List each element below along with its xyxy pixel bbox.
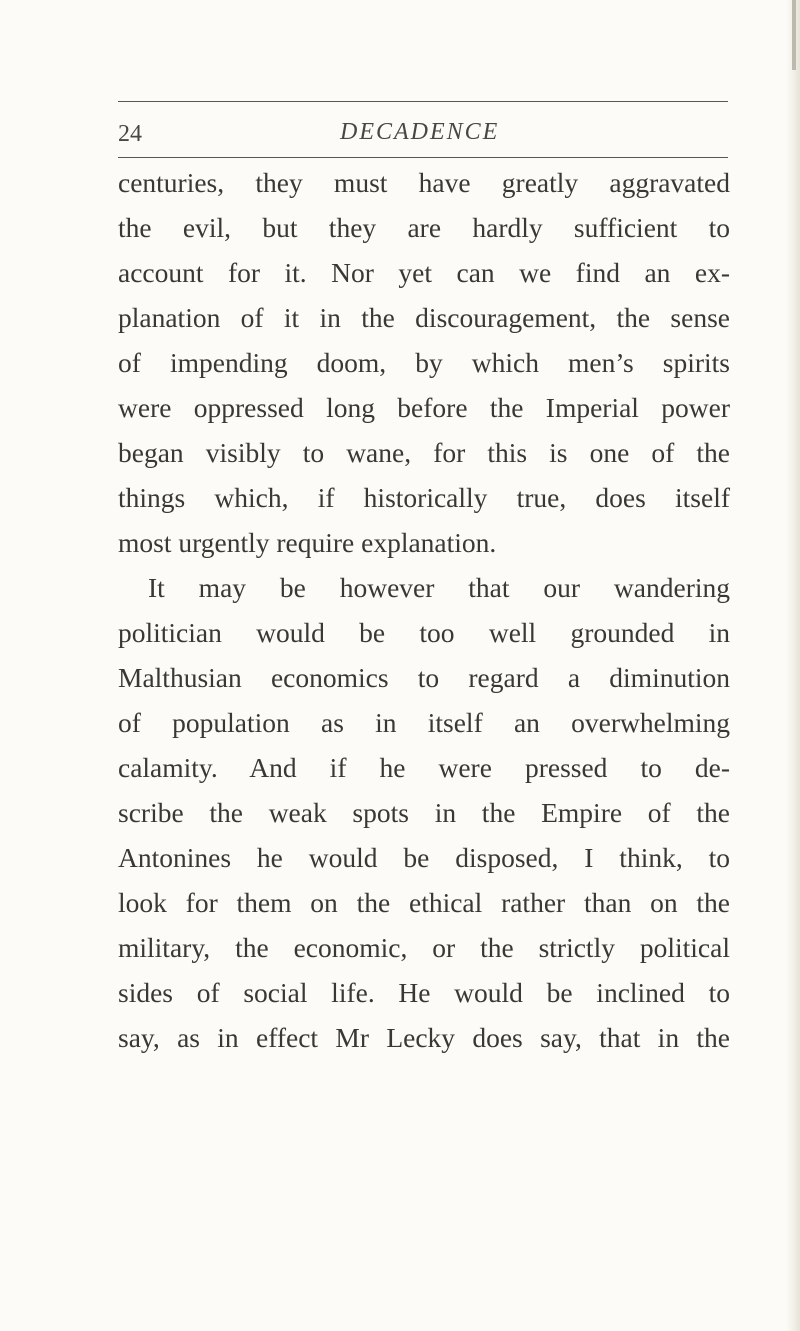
- text-line: scribe the weak spots in the Empire of the: [118, 797, 730, 828]
- text-line: things which, if historically true, does itself: [118, 482, 730, 513]
- body-text: [118, 160, 730, 1060]
- page-edge: [786, 0, 800, 1331]
- text-line: It may be however that our wandering: [148, 572, 730, 603]
- text-line: of population as in itself an overwhelming: [118, 707, 730, 738]
- header-rule-bottom: [118, 157, 728, 158]
- page-edge-mark: [792, 0, 796, 70]
- page-number: 24: [118, 121, 142, 147]
- text-line: the evil, but they are hardly sufficient to: [118, 212, 730, 243]
- text-line: sides of social life. He would be inclined to: [118, 977, 730, 1008]
- text-line: most urgently require explanation.: [118, 527, 497, 558]
- text-line: of impending doom, by which men’s spirits: [118, 347, 730, 378]
- text-line: Malthusian economics to regard a diminution: [118, 662, 730, 693]
- text-line: say, as in effect Mr Lecky does say, that in the: [118, 1022, 730, 1053]
- running-head: DECADENCE: [340, 119, 500, 145]
- text-line: began visibly to wane, for this is one of the: [118, 437, 730, 468]
- header-rule-top: [118, 101, 728, 102]
- text-line: military, the economic, or the strictly political: [118, 932, 730, 963]
- text-line: look for them on the ethical rather than on the: [118, 887, 730, 918]
- text-line: centuries, they must have greatly aggravated: [118, 167, 730, 198]
- text-line: politician would be too well grounded in: [118, 617, 730, 648]
- text-line: planation of it in the discouragement, the sense: [118, 302, 730, 333]
- text-line: Antonines he would be disposed, I think, to: [118, 842, 730, 873]
- text-line: account for it. Nor yet can we find an ex-: [118, 257, 730, 288]
- text-line: were oppressed long before the Imperial power: [118, 392, 730, 423]
- text-line: calamity. And if he were pressed to de-: [118, 752, 730, 783]
